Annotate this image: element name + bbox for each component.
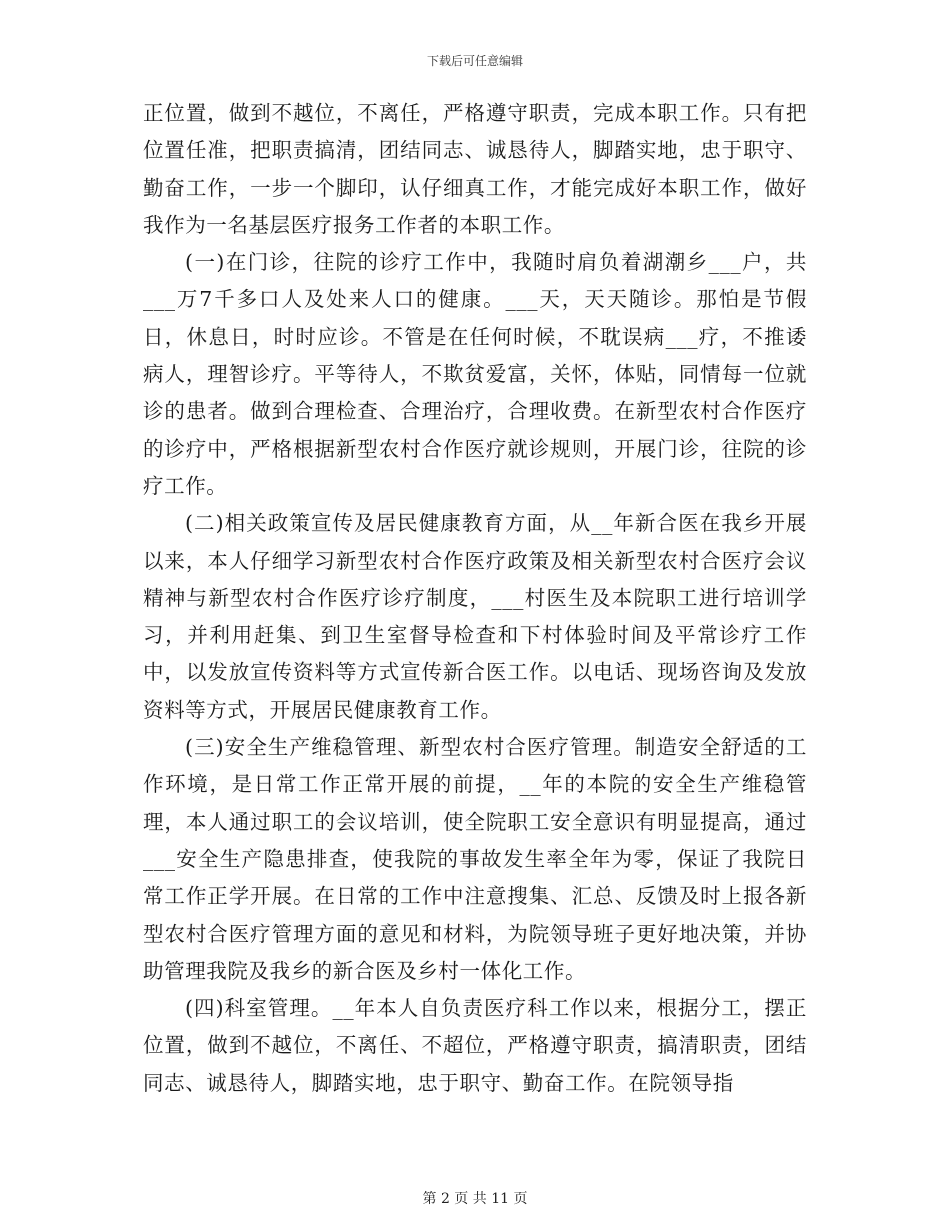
page-header: 下载后可任意编辑 (426, 54, 523, 68)
paragraph-section-3: (三)安全生产维稳管理、新型农村合医疗管理。制造安全舒适的工作环境，是日常工作正常开展的前提，__年的本院的安全生产维稳管理，本人通过职工的会议培训，使全院职工安全意识有明显提高，通过___安全生产隐患排查，使我院的事故发生率全年为零，保证了我院日常工作正学开展。在日常的工作中注意搜集、汇总、反馈及时上报各新型农村合医疗管理方面的意见和材料，为院领导班子更好地决策，并协助管理我院及我乡的新合医及乡村一体化工作。 (143, 735, 807, 983)
paragraph-section-2: (二)相关政策宣传及居民健康教育方面，从__年新合医在我乡开展以来，本人仔细学习新型农村合作医疗政策及相关新型农村合医疗会议精神与新型农村合作医疗诊疗制度，___村医生及本院职工进行培训学习，并利用赶集、到卫生室督导检查和下村体验时间及平常诊疗工作中，以发放宣传资料等方式宣传新合医工作。以电话、现场咨询及发放资料等方式，开展居民健康教育工作。 (143, 511, 807, 722)
paragraph-section-1: (一)在门诊，往院的诊疗工作中，我随时肩负着湖潮乡___户，共___万7千多口人及处来人口的健康。___天，天天随诊。那怕是节假日，休息日，时时应诊。不管是在任何时候，不耽误病___疗，不推诿病人，理智诊疗。平等待人，不欺贫爱富，关怀，体贴，同情每一位就诊的患者。做到合理检查、合理治疗，合理收费。在新型农村合作医疗的诊疗中，严格根据新型农村合作医疗就诊规则，开展门诊，往院的诊疗工作。 (143, 250, 807, 498)
page-footer: 第 2 页 共 11 页 (422, 1191, 528, 1207)
paragraph-continuation: 正位置，做到不越位，不离任，严格遵守职责，完成本职工作。只有把位置任准，把职责搞清，团结同志、诚恳待人，脚踏实地，忠于职守、勤奋工作，一步一个脚印，认仔细真工作，才能完成好本职工作，做好我作为一名基层医疗报务工作者的本职工作。 (143, 101, 807, 237)
paragraph-section-4: (四)科室管理。__年本人自负责医疗科工作以来，根据分工，摆正位置，做到不越位，不离任、不超位，严格遵守职责，搞清职责，团结同志、诚恳待人，脚踏实地，忠于职守、勤奋工作。在院领导指 (143, 996, 807, 1095)
document-body (143, 95, 807, 1102)
